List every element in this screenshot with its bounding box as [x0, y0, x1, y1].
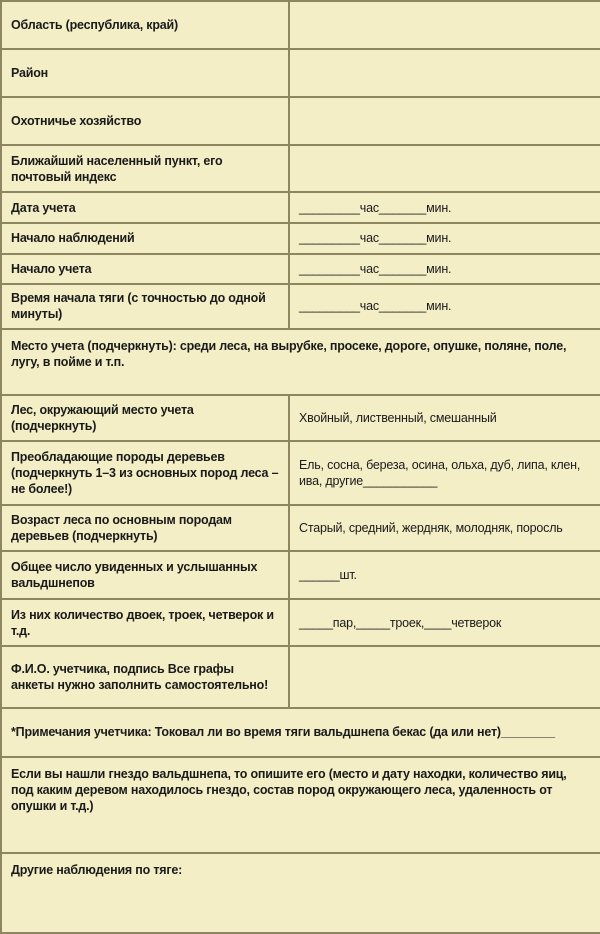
district-label: Район: [1, 49, 289, 97]
count-start-label: Начало учета: [1, 254, 289, 284]
form-row-survey-place: [1, 329, 600, 395]
count-start-field[interactable]: _________час_______мин.: [289, 254, 600, 284]
surrounding-forest-options[interactable]: Хвойный, лиственный, смешанный: [289, 395, 600, 441]
survey-date-field[interactable]: _________час_______мин.: [289, 192, 600, 223]
form-row-district: [1, 49, 600, 97]
observer-signature-field[interactable]: [289, 646, 600, 708]
observer-label: Ф.И.О. учетчика, подпись Все графы анкеты нужно заполнить самостоятельно!: [1, 646, 289, 708]
form-row-flight-start: [1, 284, 600, 329]
tree-species-label: Преобладающие породы деревьев (подчеркнуть 1–3 из основных пород леса – не более!): [1, 441, 289, 505]
forest-age-label: Возраст леса по основным породам деревьев (подчеркнуть): [1, 505, 289, 551]
woodcock-total-field[interactable]: ______шт.: [289, 551, 600, 599]
district-field[interactable]: [289, 49, 600, 97]
form-row-groups-count: [1, 599, 600, 646]
survey-date-label: Дата учета: [1, 192, 289, 223]
flight-start-label: Время начала тяги (с точностью до одной минуты): [1, 284, 289, 329]
form-row-forest-age: [1, 505, 600, 551]
form-row-tree-species: [1, 441, 600, 505]
form-row-region: [1, 1, 600, 49]
form-row-observer: [1, 646, 600, 708]
hunting-farm-field[interactable]: [289, 97, 600, 145]
flight-start-field[interactable]: _________час_______мин.: [289, 284, 600, 329]
nearest-settlement-field[interactable]: [289, 145, 600, 192]
groups-count-label: Из них количество двоек, троек, четверок и т.д.: [1, 599, 289, 646]
observation-start-label: Начало наблюдений: [1, 223, 289, 253]
form-row-other-observations: [1, 853, 600, 933]
forest-age-options[interactable]: Старый, средний, жердняк, молодняк, поросль: [289, 505, 600, 551]
form-row-survey-date: [1, 192, 600, 223]
form-row-observer-notes: [1, 708, 600, 756]
woodcock-total-label: Общее число увиденных и услышанных вальдшнепов: [1, 551, 289, 599]
hunting-farm-label: Охотничье хозяйство: [1, 97, 289, 145]
surrounding-forest-label: Лес, окружающий место учета (подчеркнуть): [1, 395, 289, 441]
form-row-surrounding-forest: [1, 395, 600, 441]
form-row-nearest-settlement: [1, 145, 600, 192]
groups-count-field[interactable]: _____пар,_____троек,____четверок: [289, 599, 600, 646]
nearest-settlement-label: Ближайший населенный пункт, его почтовый индекс: [1, 145, 289, 192]
form-row-observation-start: [1, 223, 600, 253]
form-row-count-start: [1, 254, 600, 284]
survey-place-label[interactable]: Место учета (подчеркнуть): среди леса, на вырубке, просеке, дороге, опушке, поляне, поле, лугу, в пойме и т.п.: [1, 329, 600, 395]
other-observations-label[interactable]: Другие наблюдения по тяге:: [1, 853, 600, 933]
form-row-nest: [1, 757, 600, 853]
nest-description-label[interactable]: Если вы нашли гнездо вальдшнепа, то опишите его (место и дату находки, количество яиц, под каким деревом находилось гнездо, состав пород окружающего леса, удаленность от опушки и т.д.): [1, 757, 600, 853]
region-field[interactable]: [289, 1, 600, 49]
region-label: Область (республика, край): [1, 1, 289, 49]
form-row-hunting-farm: [1, 97, 600, 145]
tree-species-options[interactable]: Ель, сосна, береза, осина, ольха, дуб, липа, клен, ива, другие___________: [289, 441, 600, 505]
observation-start-field[interactable]: _________час_______мин.: [289, 223, 600, 253]
observer-notes-label[interactable]: *Примечания учетчика: Токовал ли во время тяги вальдшнепа бекас (да или нет)________: [1, 708, 600, 756]
form-row-woodcock-total: [1, 551, 600, 599]
